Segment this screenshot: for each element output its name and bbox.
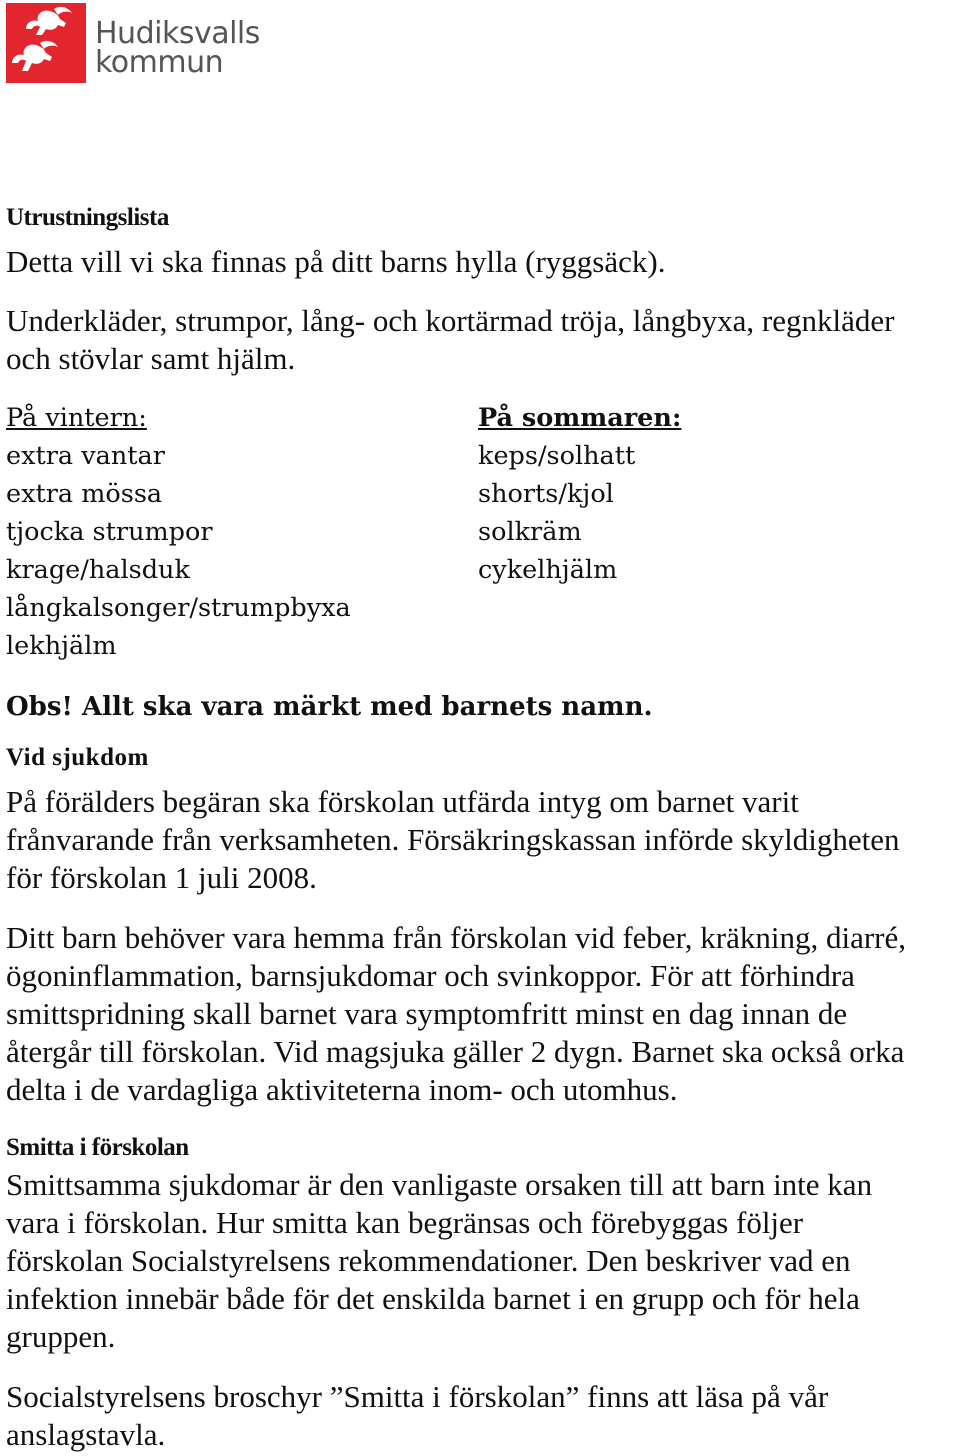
sickness-paragraph-1-line: frånvarande från verksamheten. Försäkringskassan införde skyldigheten [6, 822, 900, 857]
equipment-basics-line-1: Underkläder, strumpor, lång- och kortärmad tröja, långbyxa, regnkläder [6, 303, 895, 338]
sickness-paragraph-2-line: delta i de vardagliga aktiviteterna inom- och utomhus. [6, 1072, 678, 1107]
labeling-note: Obs! Allt ska vara märkt med barnets namn. [6, 692, 653, 722]
sickness-paragraph-2-line: återgår till förskolan. Vid magsjuka gäller 2 dygn. Barnet ska också orka [6, 1034, 905, 1069]
logo-line-1: Hudiksvalls [95, 16, 260, 51]
sickness-heading: Vid sjukdom [6, 744, 149, 771]
winter-item: krage/halsduk [6, 555, 190, 585]
summer-item: shorts/kjol [478, 479, 614, 509]
sickness-paragraph-2-line: ögoninflammation, barnsjukdomar och svinkoppor. För att förhindra [6, 958, 855, 993]
summer-item: keps/solhatt [478, 441, 636, 471]
summer-item: cykelhjälm [478, 555, 618, 585]
infection-paragraph-1-line: gruppen. [6, 1319, 116, 1354]
sickness-paragraph-2-line: smittspridning skall barnet vara symptomfritt minst en dag innan de [6, 996, 848, 1031]
sickness-paragraph-2-line: Ditt barn behöver vara hemma från förskolan vid feber, kräkning, diarré, [6, 920, 906, 955]
municipality-logo [6, 3, 260, 83]
winter-item: tjocka strumpor [6, 517, 213, 547]
infection-paragraph-2-line: Socialstyrelsens broschyr ”Smitta i förskolan” finns att läsa på vår [6, 1379, 829, 1414]
infection-paragraph-1-line: förskolan Socialstyrelsens rekommendationer. Den beskriver vad en [6, 1243, 851, 1278]
goat-emblem-icon [6, 3, 86, 83]
infection-paragraph-1-line: vara i förskolan. Hur smitta kan begränsas och förebyggas följer [6, 1205, 804, 1240]
sickness-paragraph-1-line: På förälders begäran ska förskolan utfärda intyg om barnet varit [6, 784, 799, 819]
infection-paragraph-1-line: infektion innebär både för det enskilda barnet i en grupp och för hela [6, 1281, 860, 1316]
winter-item: extra vantar [6, 441, 165, 471]
infection-paragraph-1-line: Smittsamma sjukdomar är den vanligaste orsaken till att barn inte kan [6, 1167, 873, 1202]
winter-item: lekhjälm [6, 631, 117, 661]
infection-heading: Smitta i förskolan [6, 1134, 189, 1161]
winter-heading: På vintern: [6, 403, 147, 433]
summer-item: solkräm [478, 517, 582, 547]
equipment-heading: Utrustningslista [6, 204, 169, 231]
logo-line-2: kommun [95, 45, 224, 80]
logo-wordmark [95, 16, 260, 80]
sickness-paragraph-1-line: för förskolan 1 juli 2008. [6, 860, 317, 895]
infection-paragraph-2-line: anslagstavla. [6, 1417, 166, 1452]
summer-heading: På sommaren: [478, 403, 682, 433]
winter-item: långkalsonger/strumpbyxa [6, 593, 351, 623]
winter-item: extra mössa [6, 479, 163, 509]
equipment-intro: Detta vill vi ska finnas på ditt barns hylla (ryggsäck). [6, 244, 666, 279]
equipment-basics-line-2: och stövlar samt hjälm. [6, 341, 296, 376]
